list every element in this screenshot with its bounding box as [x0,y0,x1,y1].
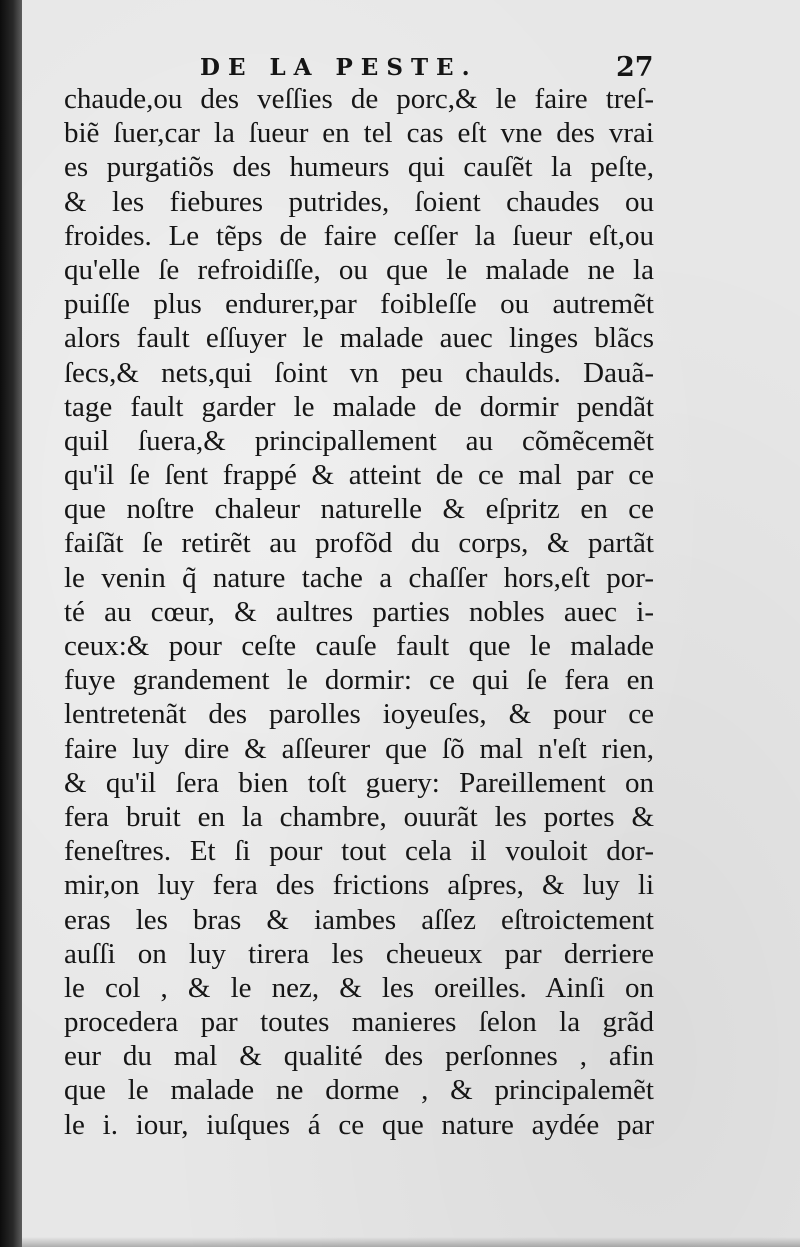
text-line: faiſãt ſe retirẽt au profõd du corps, & partãt [64,527,654,560]
text-line: & qu'il ſera bien toſt guery: Pareillement on [64,766,654,799]
text-line: auſſi on luy tirera les cheueux par derriere [64,937,654,970]
body-text [64,82,654,1142]
running-title: DE LA PESTE. [200,54,478,81]
text-line: fera bruit en la chambre, ouurãt les portes & [64,800,654,833]
text-line: té au cœur, & aultres parties nobles auec i- [64,595,654,628]
text-line: es purgatiõs des humeurs qui cauſẽt la peſte, [64,151,654,184]
text-line: biẽ ſuer,car la ſueur en tel cas eſt vne des vrai [64,117,654,150]
text-line: eras les bras & iambes aſſez eſtroictement [64,903,654,936]
text-line: fuye grandement le dormir: ce qui ſe fera en [64,664,654,697]
text-line: lentretenãt des parolles ioyeuſes, & pour ce [64,698,654,731]
text-line: ceux:& pour ceſte cauſe fault que le malade [64,630,654,662]
text-line: procedera par toutes manieres ſelon la grãd [64,1006,654,1039]
text-line: le col , & le nez, & les oreilles. Ainſi on [64,971,654,1004]
text-line: que le malade ne dorme , & principalemẽt [64,1074,654,1107]
page-bottom-edge [22,1237,800,1247]
text-line: que noſtre chaleur naturelle & eſpritz en ce [64,493,654,526]
text-line: puiſſe plus endurer,par foibleſſe ou autremẽt [64,288,654,321]
text-line: chaude,ou des veſſies de porc,& le faire treſ- [64,83,654,115]
text-line: alors fault eſſuyer le malade auec linges blãcs [64,322,654,355]
text-line: qu'elle ſe refroidiſſe, ou que le malade ne la [64,253,654,286]
text-line: faire luy dire & aſſeurer que ſõ mal n'eſt rien, [64,732,654,765]
page-number: 27 [616,52,654,83]
text-line: tage fault garder le malade de dormir pendãt [64,390,654,423]
text-line: feneſtres. Et ſi pour tout cela il vouloit dor- [64,835,654,868]
book-gutter-shadow [0,0,24,1247]
text-line: mir,on luy fera des frictions aſpres, & luy li [64,869,654,902]
text-line: froides. Le tẽps de faire ceſſer la ſueur eſt,ou [64,219,654,252]
text-line: quil ſuera,& principallement au cõmẽcemẽt [64,424,654,457]
text-line: ſecs,& nets,qui ſoint vn peu chaulds. Dauã- [64,356,654,389]
text-line: eur du mal & qualité des perſonnes , afin [64,1040,654,1073]
text-line: & les fiebures putrides, ſoient chaudes ou [64,185,654,218]
text-line: qu'il ſe ſent frappé & atteint de ce mal par ce [64,459,654,492]
text-line: le venin q̃ nature tache a chaſſer hors,eſt por- [64,561,654,594]
text-line: le i. iour, iuſques á ce que nature aydée par [64,1108,654,1141]
